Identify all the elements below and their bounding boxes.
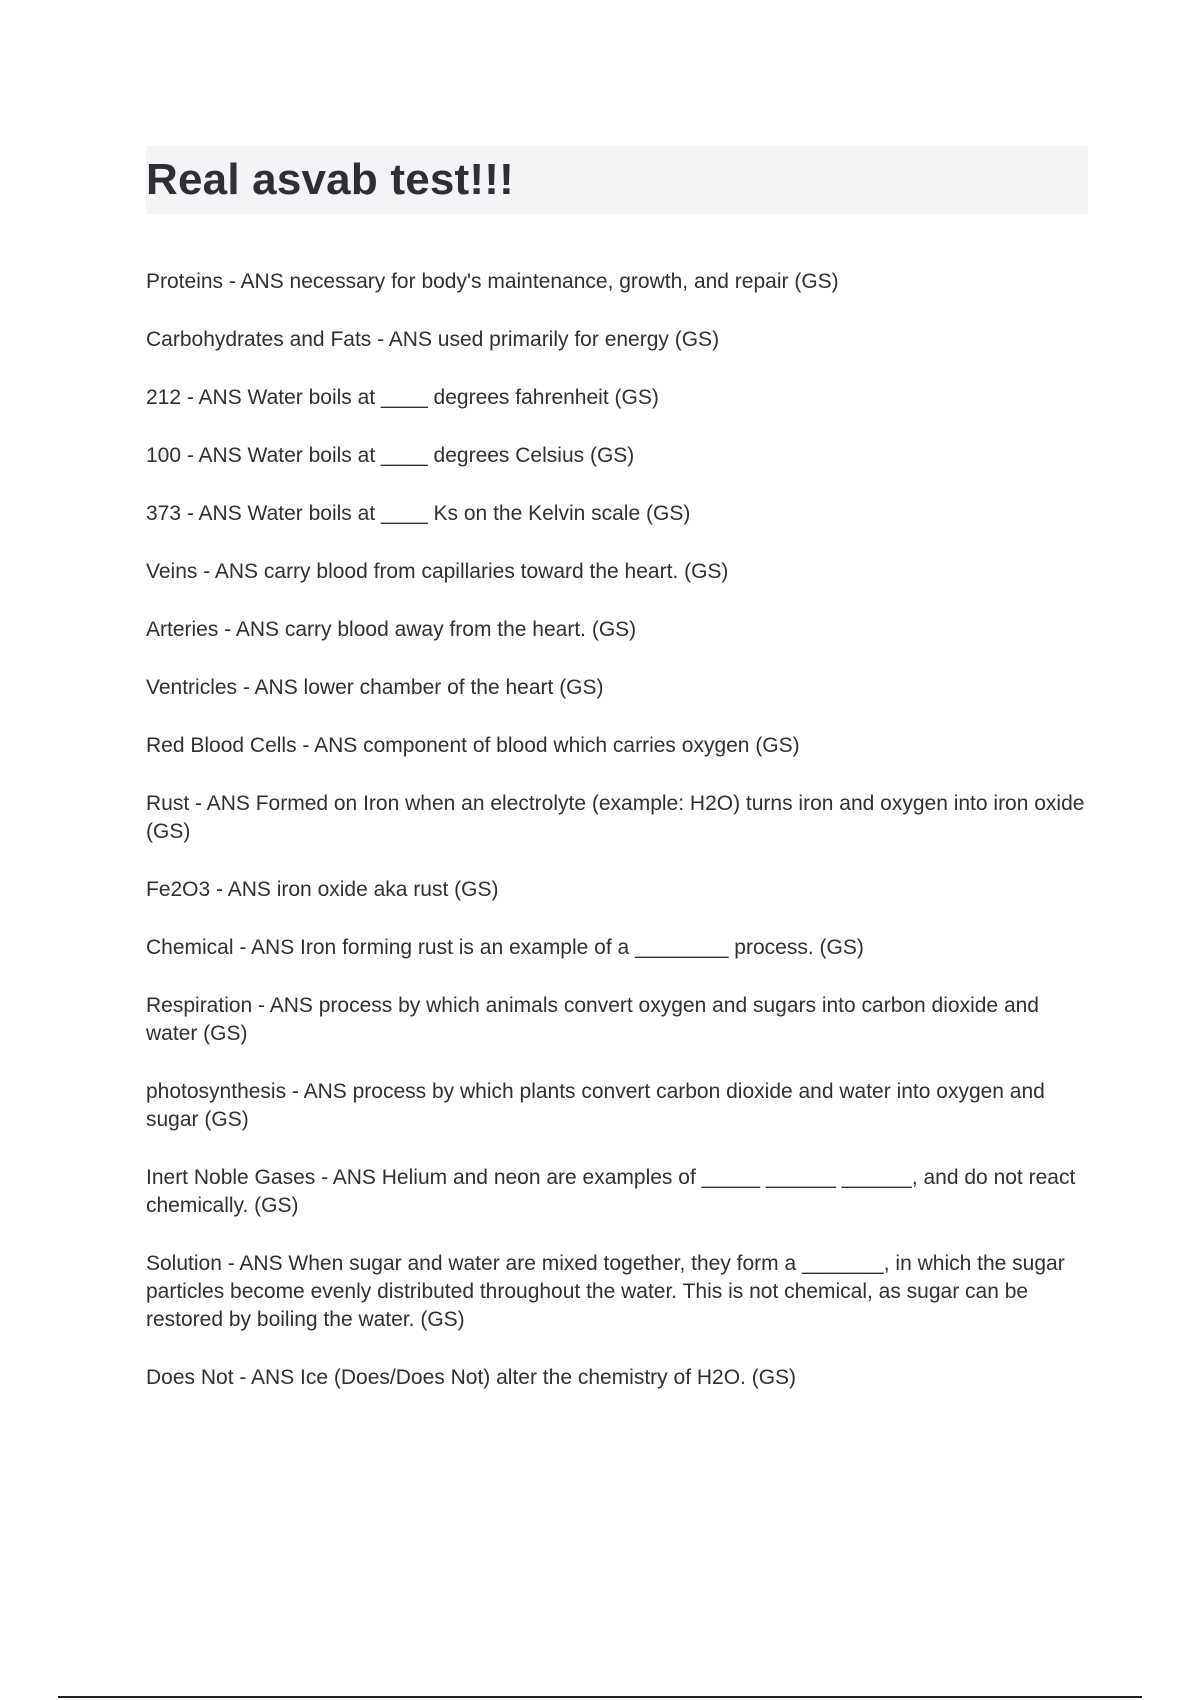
flashcard-entry: photosynthesis - ANS process by which plants convert carbon dioxide and water into oxygen and sugar (GS) xyxy=(146,1080,1045,1131)
flashcard-entry: Ventricles - ANS lower chamber of the heart (GS) xyxy=(146,676,604,699)
flashcard-entry: Solution - ANS When sugar and water are mixed together, they form a _______, in which the sugar particles become evenly distributed throughout the water. This is not chemical, as sugar can be restored by boiling the water. (GS) xyxy=(146,1252,1065,1331)
flashcard-entry: Rust - ANS Formed on Iron when an electrolyte (example: H2O) turns iron and oxygen into iron oxide (GS) xyxy=(146,792,1085,843)
flashcard-entry: Arteries - ANS carry blood away from the heart. (GS) xyxy=(146,618,637,641)
flashcard-list xyxy=(146,268,1088,1422)
flashcard-entry: Carbohydrates and Fats - ANS used primarily for energy (GS) xyxy=(146,328,720,351)
flashcard-entry: 373 - ANS Water boils at ____ Ks on the Kelvin scale (GS) xyxy=(146,502,691,525)
flashcard-entry: 212 - ANS Water boils at ____ degrees fahrenheit (GS) xyxy=(146,386,659,409)
flashcard-entry: Chemical - ANS Iron forming rust is an example of a ________ process. (GS) xyxy=(146,936,864,959)
flashcard-entry: Inert Noble Gases - ANS Helium and neon are examples of _____ ______ ______, and do not react chemically. (GS) xyxy=(146,1166,1076,1217)
title-banner xyxy=(146,146,1088,214)
flashcard-entry: Red Blood Cells - ANS component of blood which carries oxygen (GS) xyxy=(146,734,800,757)
flashcard-entry: Fe2O3 - ANS iron oxide aka rust (GS) xyxy=(146,878,499,901)
flashcard-entry: Respiration - ANS process by which animals convert oxygen and sugars into carbon dioxide and water (GS) xyxy=(146,994,1039,1045)
flashcard-entry: Proteins - ANS necessary for body's maintenance, growth, and repair (GS) xyxy=(146,270,839,293)
flashcard-entry: Does Not - ANS Ice (Does/Does Not) alter the chemistry of H2O. (GS) xyxy=(146,1366,797,1389)
flashcard-entry: 100 - ANS Water boils at ____ degrees Celsius (GS) xyxy=(146,444,635,467)
flashcard-entry: Veins - ANS carry blood from capillaries toward the heart. (GS) xyxy=(146,560,729,583)
page-title: Real asvab test!!! xyxy=(146,155,514,204)
footer-divider xyxy=(58,1696,1142,1698)
